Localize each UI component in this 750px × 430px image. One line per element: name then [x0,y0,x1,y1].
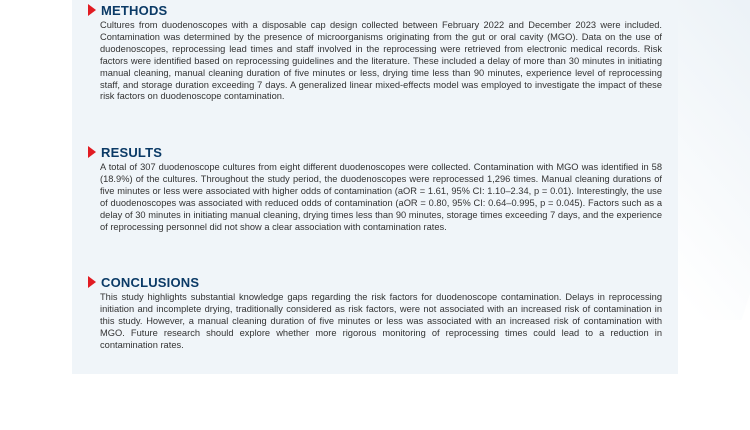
conclusions-section [100,274,662,352]
results-title: RESULTS [101,144,163,160]
methods-title: METHODS [101,2,168,18]
conclusions-heading [100,274,662,290]
results-heading [100,144,662,160]
results-section [100,144,662,233]
conclusions-text: This study highlights substantial knowledge gaps regarding the risk factors for duodenoscope contamination. Delays in reprocessing initiation and incomplete drying, traditionally considered as risk factors, were not associated with an increased risk of contamination in this study. However, a manual cleaning duration of five minutes or less was associated with an increased risk of contamination with MGO. Future research should explore whether more rigorous monitoring of reprocessing times could lead to a reduction in contamination rates. [100,292,662,350]
arrow-right-icon [88,4,96,16]
conclusions-title: CONCLUSIONS [101,274,200,290]
methods-heading [100,2,662,18]
arrow-right-icon [88,276,96,288]
arrow-right-icon [88,146,96,158]
results-text: A total of 307 duodenoscope cultures from eight different duodenoscopes were collected. Contamination with MGO was identified in 58 (18.9%) of the cultures. Throughout the study period, the duodenoscopes were reprocessed 1,296 times. Manual cleaning durations of five minutes or less were associated with higher odds of contamination (aOR = 1.61, 95% CI: 1.10–2.34, p = 0.01). Interestingly, the use of duodenoscopes was associated with reduced odds of contamination (aOR = 0.80, 95% CI: 0.64–0.995, p = 0.045). Factors such as a delay of 30 minutes in initiating manual cleaning, drying times less than 90 minutes, storage times exceeding 7 days, and the experience of reprocessing personnel did not show a clear association with contamination rates. [100,162,662,232]
methods-section [100,2,662,103]
methods-text: Cultures from duodenoscopes with a disposable cap design collected between February 2022 and December 2023 were included. Contamination was determined by the presence of microorganisms originating from the gut or oral cavity (MGO). Data on the use of duodenoscopes, reprocessing lead times and staff involved in the reprocessing were retrieved from electronic medical records. Risk factors were identified based on reprocessing guidelines and the literature. These included a delay of more than 30 minutes in initiating manual cleaning, manual cleaning duration of five minutes or less, drying time less than 90 minutes, experience level of reprocessing staff, and storage duration exceeding 7 days. A generalized linear mixed-effects model was employed to investigate the impact of these risk factors on duodenoscope contamination. [100,20,662,102]
